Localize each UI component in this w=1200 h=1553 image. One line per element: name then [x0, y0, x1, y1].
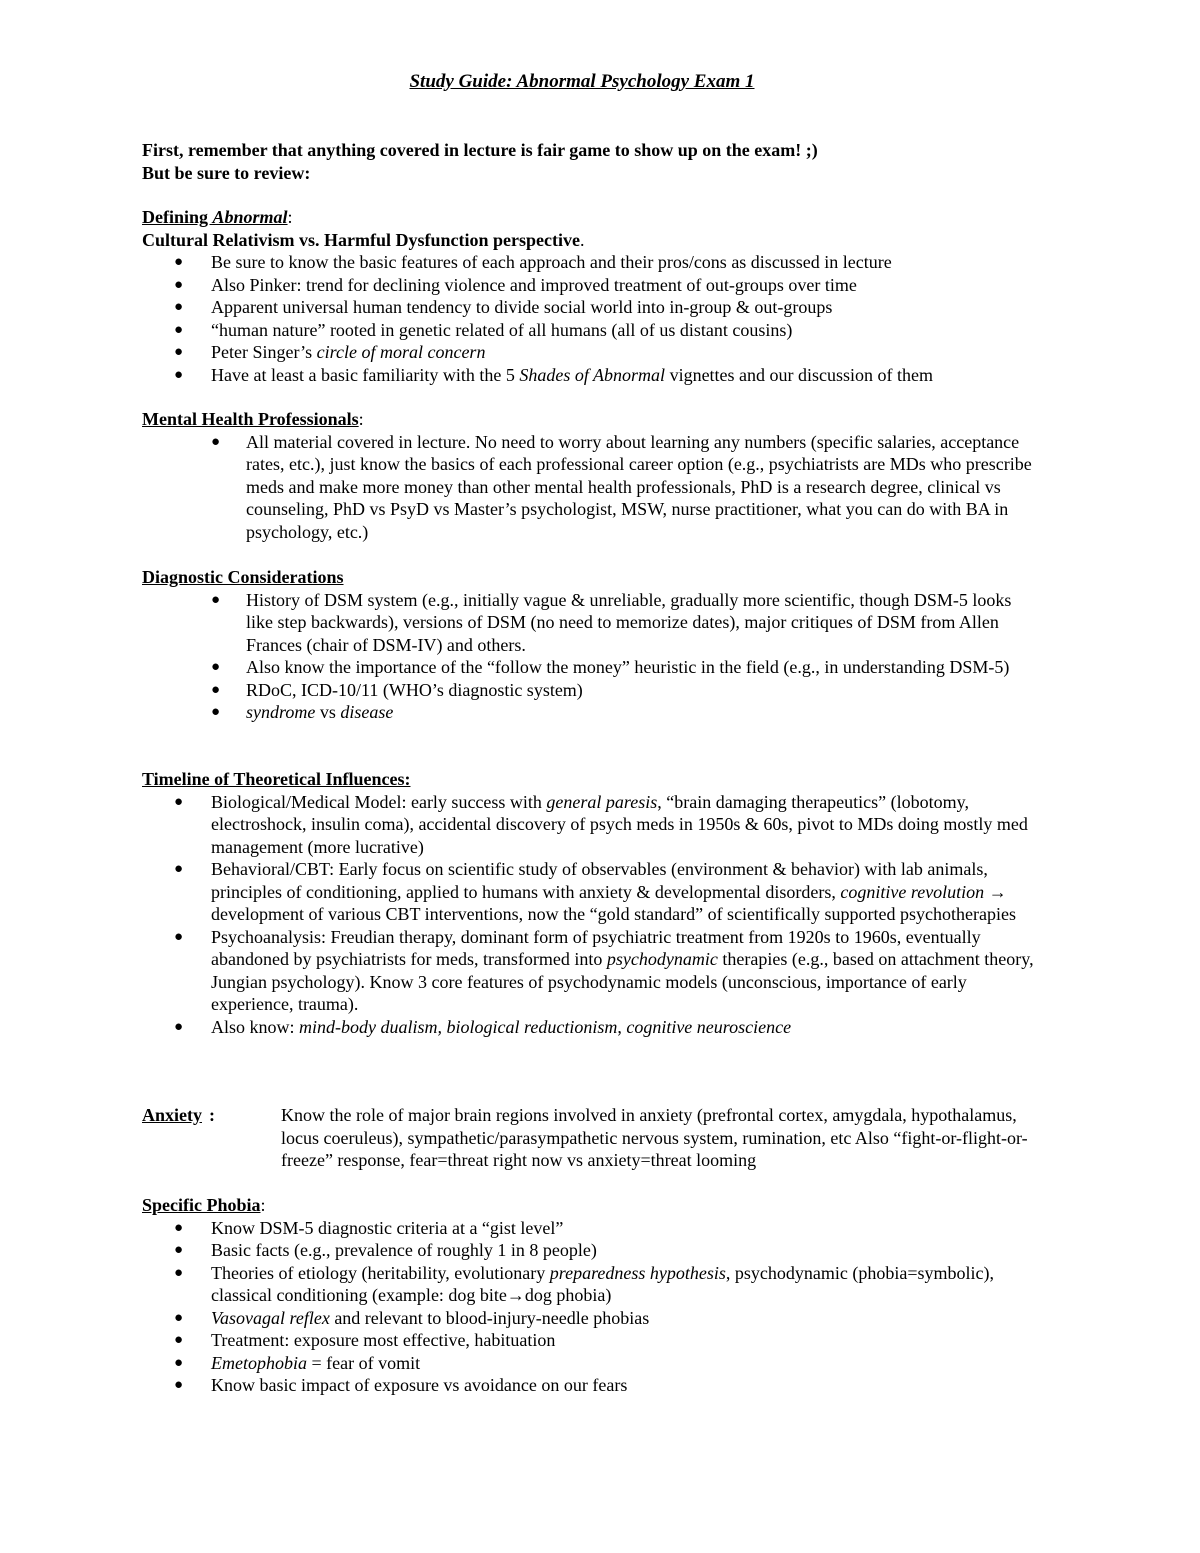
list-item-text: All material covered in lecture. No need to worry about learning any numbers (specific salaries, acceptance rates, etc.), just know the basics of each professional career option (e.g., psychiatrists are MDs who prescribe meds and make more money than other mental health professionals, PhD is a research degree, clinical vs counseling, PhD vs PsyD vs Master’s psychologist, MSW, nurse practitioner, what you can do with BA in psychology, etc.): [246, 431, 1032, 542]
subheading-period: .: [579, 229, 585, 250]
list-item-text: RDoC, ICD-10/11 (WHO’s diagnostic system): [246, 679, 583, 700]
list-item-italic: cognitive revolution: [840, 881, 985, 902]
list-item: [142, 1217, 1042, 1240]
list-item-text: , “brain damaging therapeutics” (lobotomy, electroshock, insulin coma), accidental discovery of psych meds in 1950s & 60s, pivot to MDs doing mostly med management (more lucrative): [211, 791, 1028, 857]
heading-text: Timeline of Theoretical Influences:: [142, 769, 411, 789]
section-mental-health-professionals: [142, 408, 1042, 543]
list-item: [142, 656, 1042, 679]
list-item-text: Behavioral/CBT: Early focus on scientific study of observables (environment & behavior) with lab animals, principles of conditioning, applied to humans with anxiety & developmental disorders,: [211, 859, 988, 902]
list-item-italic: general paresis: [546, 791, 658, 812]
list-item: [142, 1239, 1042, 1262]
heading-text: Specific Phobia: [142, 1195, 261, 1215]
section-diagnostic-considerations: [142, 566, 1042, 724]
list-item-text: Treatment: exposure most effective, habituation: [211, 1330, 556, 1350]
bullet-list: [142, 589, 1042, 724]
section-timeline: [142, 768, 1042, 1038]
list-item: [142, 1352, 1042, 1375]
intro-line-1: First, remember that anything covered in lecture is fair game to show up on the exam! ;): [142, 140, 818, 160]
heading-text: Diagnostic Considerations: [142, 567, 344, 587]
intro: [142, 139, 818, 184]
list-item-text: Also know:: [211, 1016, 300, 1037]
section-anxiety: [142, 1104, 1042, 1171]
list-item: [142, 858, 1042, 926]
subheading-text: Cultural Relativism vs. Harmful Dysfunction perspective: [142, 229, 580, 250]
list-item-italic: Emetophobia: [211, 1352, 307, 1373]
page-title: Study Guide: Abnormal Psychology Exam 1: [409, 71, 755, 92]
bullet-icon: ●: [174, 1242, 184, 1258]
bullet-icon: ●: [174, 1332, 184, 1348]
list-item: [142, 1374, 1042, 1397]
list-item: [142, 791, 1042, 859]
heading-colon: :: [260, 1195, 266, 1215]
list-item-italic: syndrome: [246, 702, 316, 722]
list-item: [142, 926, 1042, 1016]
list-item: [142, 1262, 1042, 1307]
list-item-text: and relevant to blood-injury-needle phobias: [329, 1307, 650, 1328]
bullet-icon: ●: [174, 928, 184, 945]
list-item: [142, 1329, 1042, 1352]
heading-colon: :: [209, 1105, 215, 1125]
intro-line-2: But be sure to review:: [142, 162, 311, 183]
anxiety-text: Know the role of major brain regions involved in anxiety (prefrontal cortex, amygdala, hypothalamus, locus coeruleus), sympathetic/parasympathetic nervous system, rumination, etc Also “fight-or-flight-or-freeze” response, fear=threat right now vs anxiety=threat looming: [281, 1105, 1028, 1170]
list-item-italic: Vasovagal reflex: [211, 1307, 330, 1328]
bullet-icon: ●: [174, 321, 184, 338]
heading-part: Defining: [142, 207, 213, 227]
bullet-icon: ●: [174, 1377, 184, 1393]
anxiety-row: [142, 1104, 1042, 1171]
section-heading: [142, 206, 1042, 229]
bullet-icon: ●: [211, 704, 221, 720]
list-item: [142, 589, 1042, 657]
list-item: [142, 364, 1042, 387]
list-item-text: Peter Singer’s: [211, 342, 317, 362]
list-item-italic: mind-body dualism, biological reductionism: [299, 1016, 618, 1037]
list-item-text: Have at least a basic familiarity with the 5: [211, 364, 520, 385]
section-heading: [142, 408, 1042, 431]
list-item-text: Basic facts (e.g., prevalence of roughly 1 in 8 people): [211, 1240, 597, 1260]
bullet-list: [142, 431, 1042, 544]
bullet-icon: ●: [174, 1219, 184, 1236]
section-defining-abnormal: [142, 206, 1042, 386]
bullet-icon: ●: [211, 659, 221, 675]
list-item-italic: psychodynamic: [606, 949, 718, 969]
list-item-text: vs: [315, 702, 341, 722]
bullet-icon: ●: [174, 1354, 184, 1371]
list-item: [142, 274, 1042, 297]
list-item: [142, 319, 1042, 342]
list-item-text: Know DSM-5 diagnostic criteria at a “gist level”: [211, 1217, 564, 1238]
bullet-icon: ●: [211, 591, 221, 608]
list-item-italic: preparedness hypothesis: [549, 1262, 726, 1283]
list-item-text: Theories of etiology (heritability, evolutionary: [211, 1262, 550, 1283]
list-item-text: therapies (e.g., based on attachment theory, Jungian psychology). Know 3 core features of psychodynamic models (unconscious, importance of early experience, trauma).: [211, 949, 1034, 1014]
list-item-text: , psychodynamic (phobia=symbolic), classical conditioning (example: dog bite→dog phobia): [211, 1262, 995, 1305]
list-item-italic: Shades of Abnormal: [519, 364, 666, 385]
bullet-icon: ●: [211, 681, 221, 698]
list-item-text: “human nature” rooted in genetic related of all humans (all of us distant cousins): [211, 319, 793, 340]
list-item-text: = fear of vomit: [307, 1352, 421, 1373]
section-heading: [142, 1194, 1042, 1217]
bullet-icon: ●: [174, 254, 184, 270]
section-heading: Anxiety: [142, 1105, 202, 1125]
heading-text: Mental Health Professionals: [142, 409, 359, 429]
list-item: [142, 431, 1042, 544]
bullet-icon: ●: [174, 1309, 184, 1326]
list-item: [142, 1016, 1042, 1039]
section-heading: [142, 768, 1042, 791]
bullet-icon: ●: [174, 793, 184, 810]
section-heading: [142, 566, 1042, 589]
bullet-icon: ●: [174, 1264, 184, 1281]
list-item-text: Apparent universal human tendency to divide social world into in-group & out-groups: [211, 297, 833, 317]
bullet-icon: ●: [174, 299, 184, 315]
list-item-text: Psychoanalysis: Freudian therapy, dominant form of psychiatric treatment from 1920s to 1960s, eventually abandoned by psychiatrists for meds, transformed into: [211, 926, 981, 969]
heading-colon: :: [287, 207, 293, 227]
list-item-text: Be sure to know the basic features of each approach and their pros/cons as discussed in lecture: [211, 252, 892, 272]
list-item-text: vignettes and our discussion of them: [665, 364, 934, 385]
list-item-text: ,: [617, 1016, 627, 1037]
list-item-text: → development of various CBT interventions, now the “gold standard” of scientifically supported psychotherapies: [211, 881, 1016, 924]
section-specific-phobia: [142, 1194, 1042, 1397]
list-item: [142, 679, 1042, 702]
subheading: [142, 229, 1042, 252]
bullet-icon: ●: [174, 1018, 184, 1035]
list-item: [142, 701, 1042, 724]
list-item-text: Know basic impact of exposure vs avoidance on our fears: [211, 1375, 628, 1395]
list-item-text: Biological/Medical Model: early success with: [211, 791, 547, 812]
bullet-icon: ●: [211, 433, 221, 450]
list-item: [142, 296, 1042, 319]
bullet-list: [142, 1217, 1042, 1397]
heading-colon: :: [358, 409, 364, 429]
list-item: [142, 1307, 1042, 1330]
list-item-italic: cognitive neuroscience: [626, 1016, 792, 1037]
bullet-list: [142, 251, 1042, 386]
bullet-list: [142, 791, 1042, 1039]
bullet-icon: ●: [174, 861, 184, 877]
bullet-icon: ●: [174, 344, 184, 360]
bullet-icon: ●: [174, 366, 184, 383]
list-item: [142, 251, 1042, 274]
list-item: [142, 341, 1042, 364]
list-item-text: Also Pinker: trend for declining violence and improved treatment of out-groups over time: [211, 274, 857, 295]
list-item-italic: circle of moral concern: [316, 342, 486, 362]
list-item-text: History of DSM system (e.g., initially vague & unreliable, gradually more scientific, though DSM-5 looks like step backwards), versions of DSM (no need to memorize dates), major critiques of DSM from Allen Frances (chair of DSM-IV) and others.: [246, 589, 1012, 655]
bullet-icon: ●: [174, 276, 184, 293]
heading-part-italic: Abnormal: [212, 207, 288, 227]
list-item-italic: disease: [340, 702, 394, 722]
list-item-text: Also know the importance of the “follow the money” heuristic in the field (e.g., in understanding DSM-5): [246, 657, 1010, 677]
